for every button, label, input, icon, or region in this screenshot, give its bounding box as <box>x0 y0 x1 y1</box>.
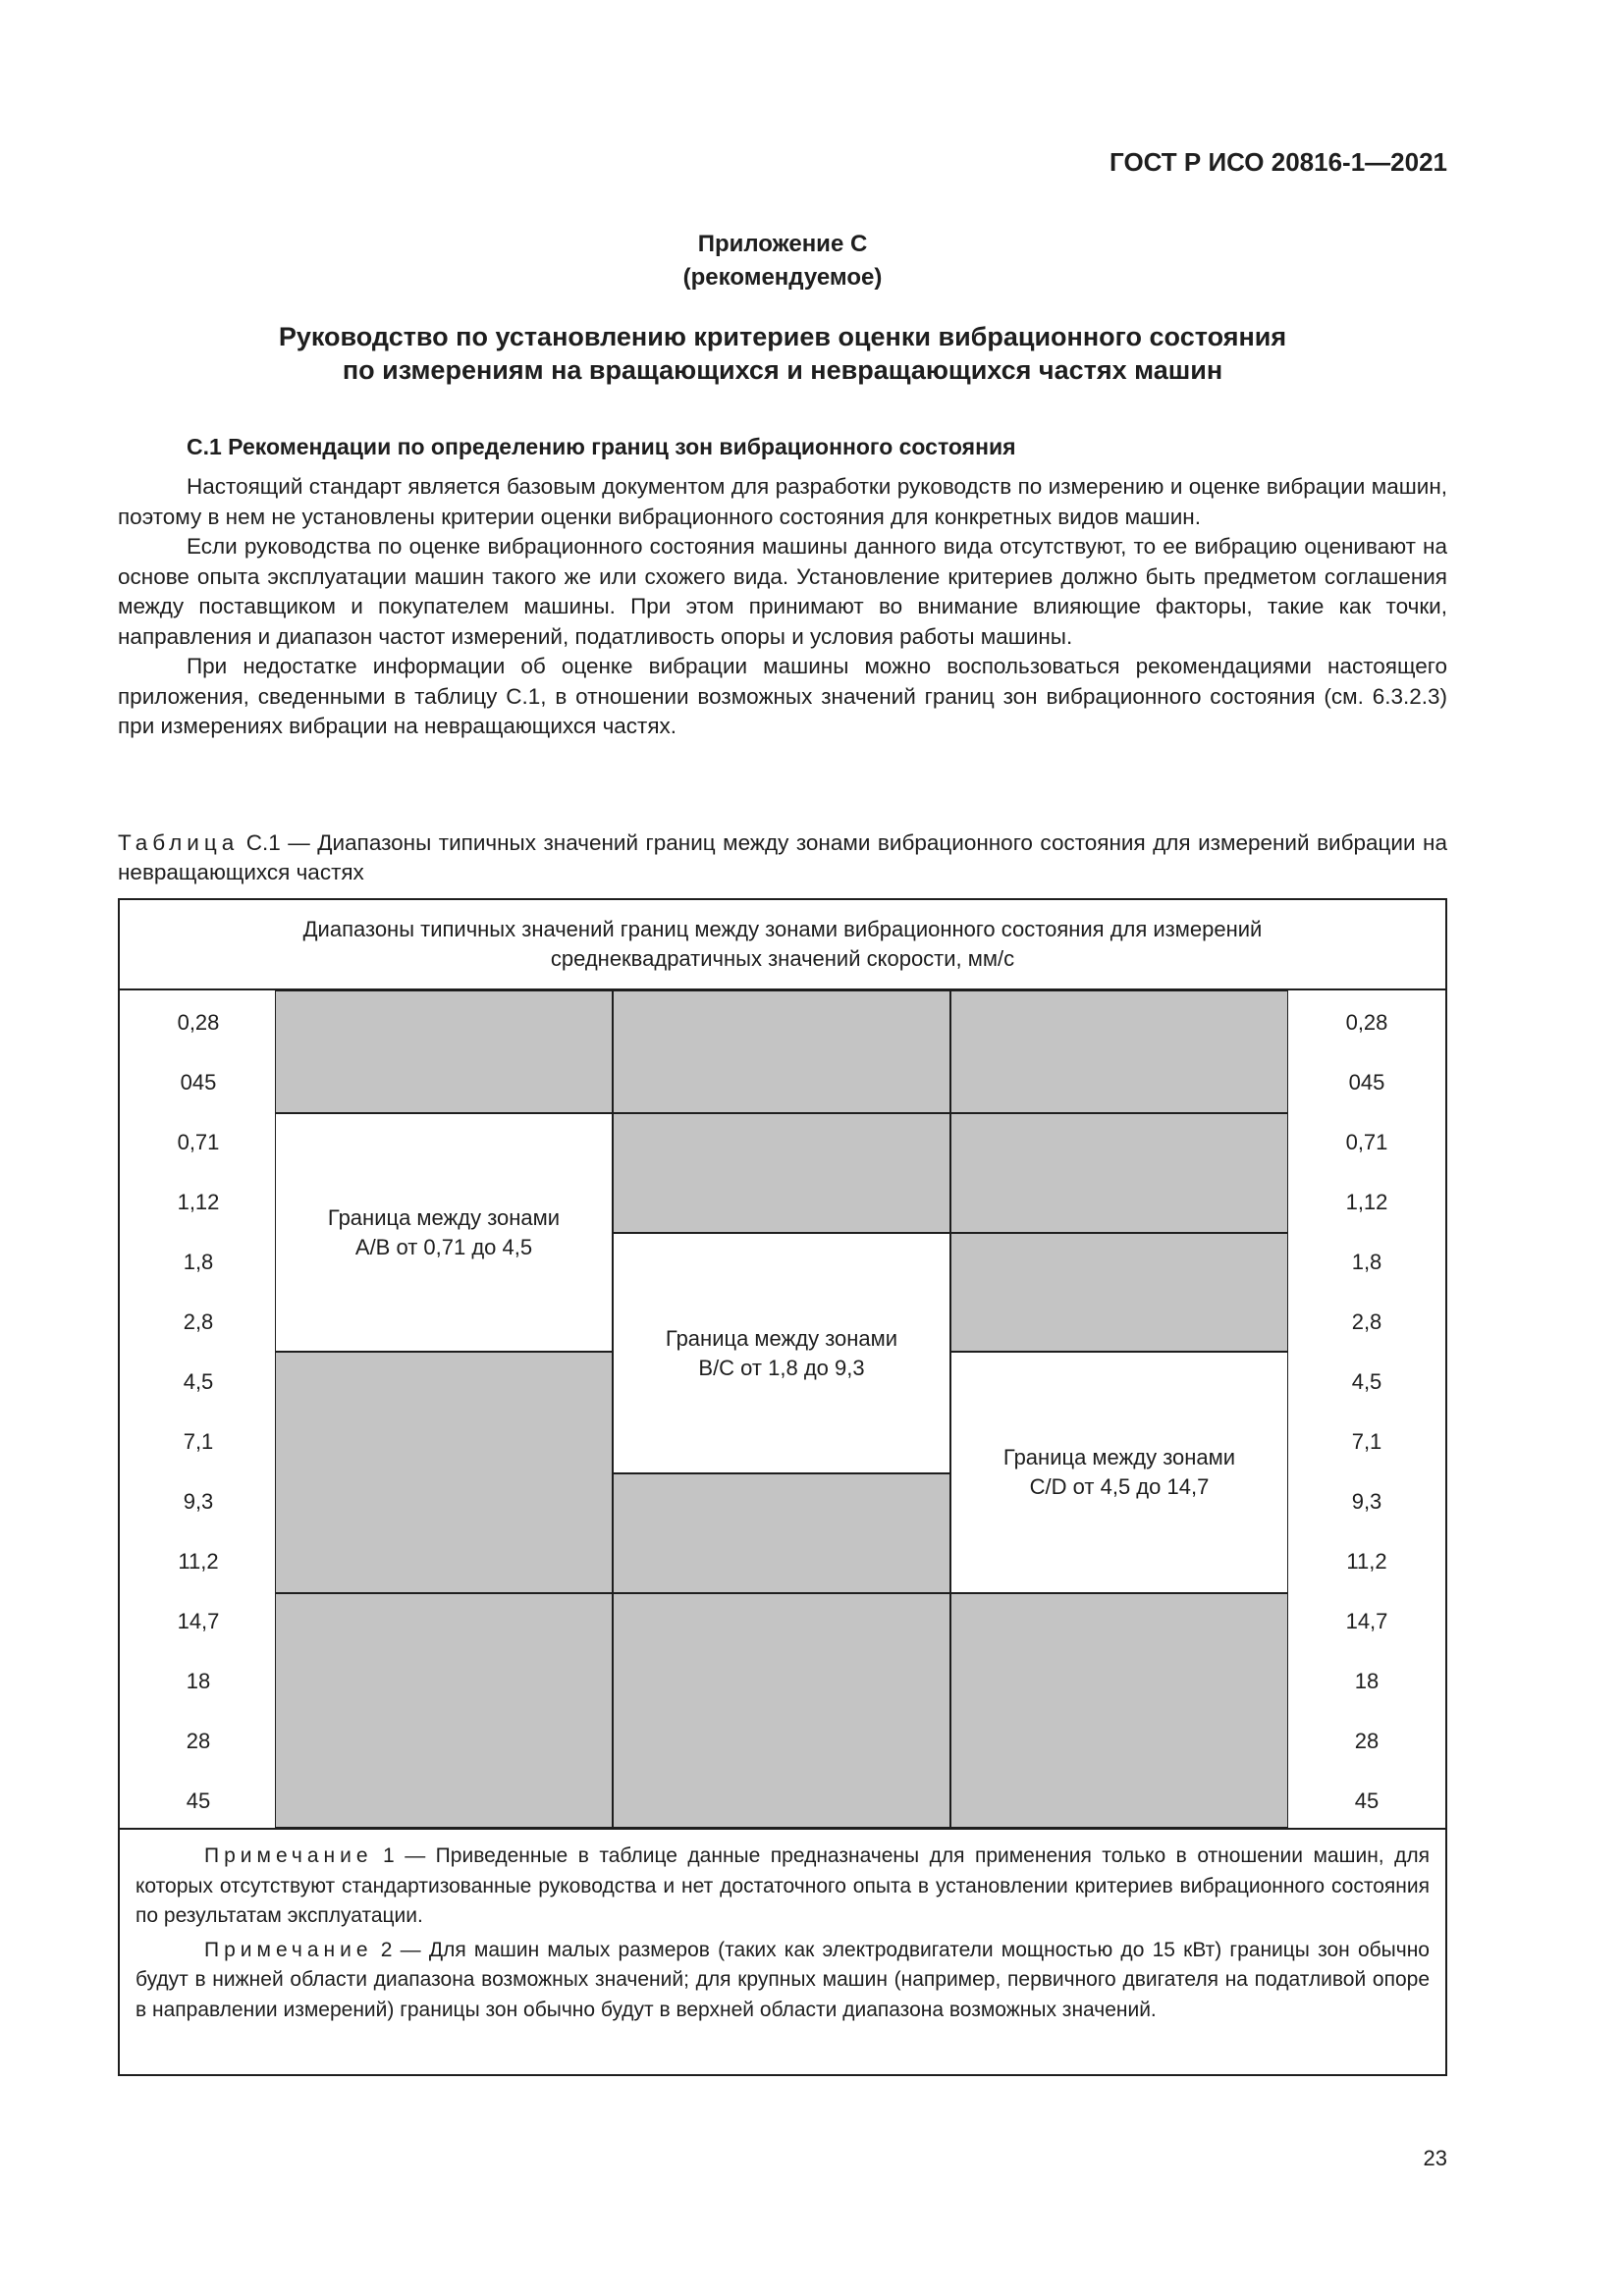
right-value: 0,71 <box>1345 1130 1388 1154</box>
right-value: 7,1 <box>1351 1429 1382 1454</box>
annex-name: Приложение С <box>697 231 868 257</box>
left-value: 45 <box>186 1789 211 1813</box>
zone-cd-line-2: C/D от 4,5 до 14,7 <box>1029 1474 1210 1499</box>
table-caption <box>118 828 1447 887</box>
left-value: 14,7 <box>177 1609 220 1633</box>
right-value: 0,28 <box>1345 1010 1388 1035</box>
right-value: 1,12 <box>1345 1190 1388 1214</box>
annex-title-line-2: по измерениям на вращающихся и невращающихся частях машин <box>342 355 1223 385</box>
paragraph: При недостатке информации об оценке вибрации машины можно воспользоваться рекомендациями настоящего приложения, сведенными в таблицу С.1, в отношении возможных значений границ зон вибрационного состояния (см. 6.3.2.3) при измерениях вибрации на невращающихся частях. <box>118 654 1447 738</box>
paragraph: Настоящий стандарт является базовым документом для разработки руководств по измерению и оценке вибрации машин, поэтому в нем не установлены критерии оценки вибрационного состояния для конкретных видов машин. <box>118 474 1447 529</box>
shaded-range-block <box>613 1113 950 1233</box>
left-value: 0,28 <box>177 1010 220 1035</box>
right-value: 11,2 <box>1346 1549 1387 1574</box>
annex-heading <box>118 228 1447 294</box>
shaded-range-block <box>950 990 1288 1113</box>
left-value: 18 <box>186 1669 211 1693</box>
section-heading: С.1 Рекомендации по определению границ зон вибрационного состояния <box>187 434 1016 459</box>
shaded-range-block <box>613 990 950 1113</box>
note-2 <box>135 1936 1430 2026</box>
annex-title <box>118 320 1447 387</box>
table-caption-text: С.1 — Диапазоны типичных значений границ между зонами вибрационного состояния для измерений вибрации на невращающихся частях <box>118 830 1447 884</box>
zone-boundary-cd <box>950 1352 1288 1593</box>
left-value: 9,3 <box>183 1489 214 1514</box>
note-text: 1 — Приведенные в таблице данные предназначены для применения только в отношении машин, для которых отсутствуют стандартизованные руководства и нет достаточного опыта в установлении критериев вибрационного состояния по результатам эксплуатации. <box>135 1844 1430 1927</box>
right-value: 18 <box>1354 1669 1380 1693</box>
zone-bc-line-2: В/С от 1,8 до 9,3 <box>698 1355 865 1380</box>
annex-title-line-1: Руководство по установлению критериев оценки вибрационного состояния <box>278 322 1287 351</box>
left-value: 1,8 <box>183 1250 214 1274</box>
right-value: 2,8 <box>1351 1309 1382 1334</box>
left-value: 045 <box>180 1070 217 1095</box>
zone-ab-line-1: Граница между зонами <box>327 1204 561 1230</box>
right-value: 9,3 <box>1351 1489 1382 1514</box>
zone-ab-line-2: А/В от 0,71 до 4,5 <box>354 1234 533 1259</box>
shaded-range-block <box>275 1593 613 1828</box>
shaded-range-block <box>950 1593 1288 1828</box>
table-caption-label: Таблица <box>118 830 240 855</box>
zone-boundaries-table <box>118 898 1447 2076</box>
right-value: 1,8 <box>1351 1250 1382 1274</box>
shaded-range-block <box>613 1593 950 1828</box>
shaded-range-block <box>275 1352 613 1593</box>
note-label: Примечание <box>204 1844 373 1867</box>
page-number: 23 <box>1423 2146 1447 2170</box>
left-value: 0,71 <box>177 1130 220 1154</box>
document-designation: ГОСТ Р ИСО 20816-1—2021 <box>1110 147 1447 177</box>
paragraph: Если руководства по оценке вибрационного состояния машины данного вида отсутствуют, то ее вибрацию оценивают на основе опыта эксплуатации машин такого же или схожего вида. Установление критериев должно быть предметом соглашения между поставщиком и покупателем машины. При этом принимают во внимание влияющие факторы, такие как точки, направления и диапазон частот измерений, податливость опоры и условия работы машины. <box>118 534 1447 649</box>
shaded-range-block <box>950 1233 1288 1352</box>
right-value: 14,7 <box>1345 1609 1388 1633</box>
body-text <box>118 472 1447 742</box>
left-value: 2,8 <box>183 1309 214 1334</box>
right-value: 45 <box>1354 1789 1380 1813</box>
shaded-range-block <box>950 1113 1288 1233</box>
table-header-text: Диапазоны типичных значений границ между зонами вибрационного состояния для измерений среднеквадратичных значений скорости, мм/с <box>302 917 1263 971</box>
left-value: 7,1 <box>183 1429 214 1454</box>
shaded-range-block <box>613 1473 950 1593</box>
zone-boundary-bc <box>613 1233 950 1473</box>
right-value: 045 <box>1348 1070 1385 1095</box>
table-header <box>120 900 1445 990</box>
left-value: 28 <box>186 1729 211 1753</box>
left-value: 11,2 <box>178 1549 219 1574</box>
right-value: 28 <box>1354 1729 1380 1753</box>
annex-status: (рекомендуемое) <box>682 264 883 291</box>
note-label: Примечание <box>204 1938 373 1961</box>
shaded-range-block <box>275 990 613 1113</box>
left-value: 4,5 <box>183 1369 214 1394</box>
zone-cd-line-1: Граница между зонами <box>1002 1445 1236 1469</box>
left-value: 1,12 <box>177 1190 220 1214</box>
zone-bc-line-1: Граница между зонами <box>665 1325 898 1351</box>
note-1 <box>135 1842 1430 1932</box>
right-value: 4,5 <box>1351 1369 1382 1394</box>
note-text: 2 — Для машин малых размеров (таких как электродвигатели мощностью до 15 кВт) границы зон обычно будут в нижней области диапазона возможных значений; для крупных машин (например, первичного двигателя на податливой опоре в направлении измерений) границы зон обычно будут в верхней области диапазона возможных значений. <box>135 1938 1430 2021</box>
zone-boundary-ab <box>275 1113 613 1352</box>
table-notes <box>120 1828 1445 2025</box>
